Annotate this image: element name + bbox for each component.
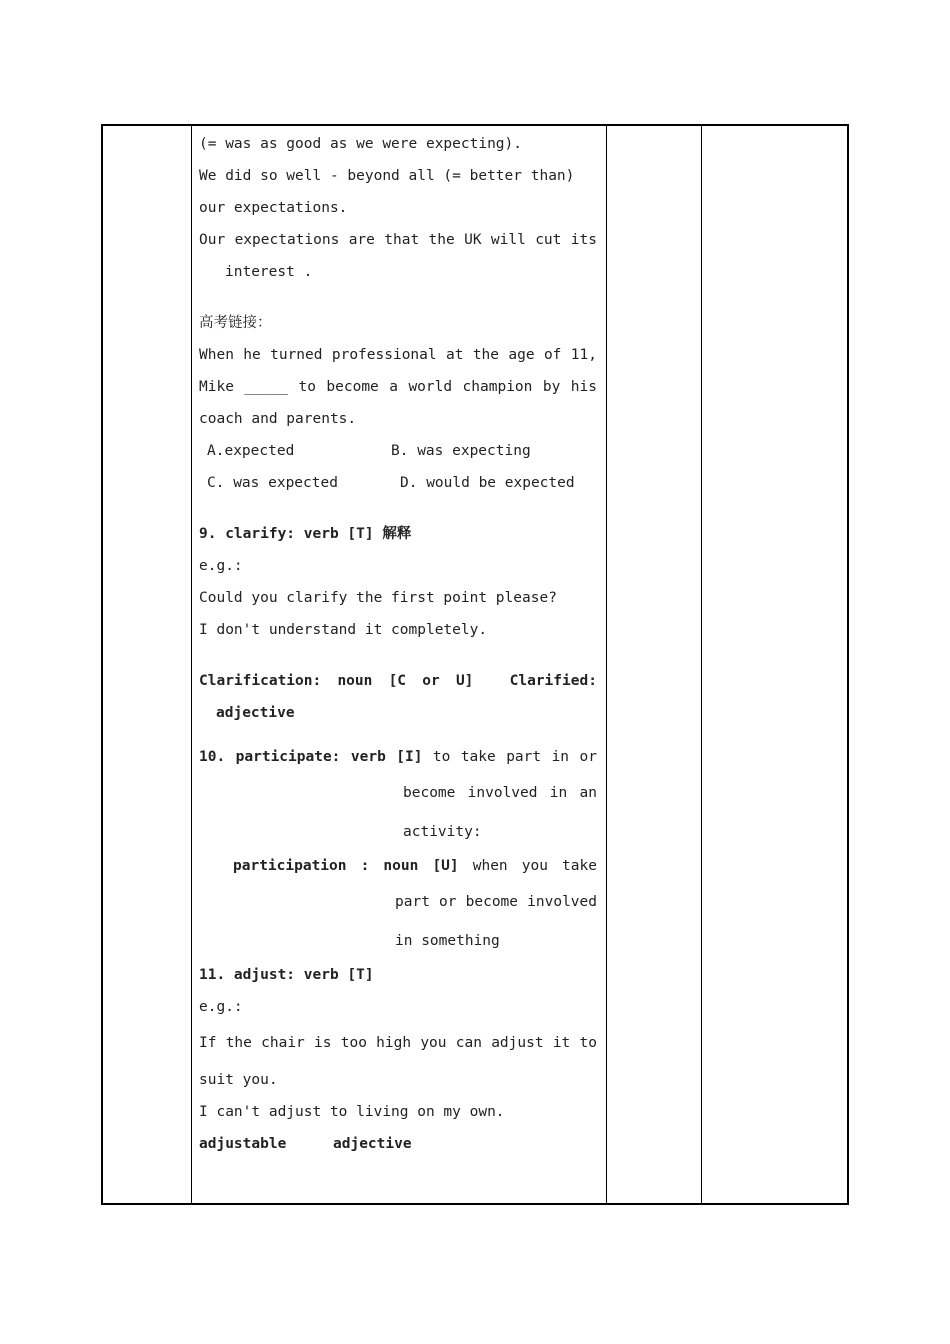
word-forms-line: Clarification: noun [C or U] Clarified: <box>199 673 597 689</box>
definition-line: activity: <box>403 824 482 840</box>
text-line: e.g.: <box>199 558 243 574</box>
column-divider-3 <box>701 126 702 1203</box>
example-line: suit you. <box>199 1072 278 1088</box>
text-line: our expectations. <box>199 200 348 216</box>
vocab-heading-clarify: 9. clarify: verb [T] 解释 <box>199 526 412 542</box>
example-line: Could you clarify the first point please? <box>199 590 557 606</box>
option-b: B. was expecting <box>391 443 531 459</box>
word-forms-line: adjustable adjective <box>199 1136 412 1152</box>
option-c: C. was expected <box>207 475 338 491</box>
option-a: A.expected <box>207 443 295 459</box>
definition-line: become involved in an <box>403 785 597 801</box>
definition-line: part or become involved <box>395 894 597 910</box>
definition-line: in something <box>395 933 500 949</box>
option-d: D. would be expected <box>400 475 575 491</box>
text-line: (= was as good as we were expecting). <box>199 136 523 152</box>
options-row <box>199 435 597 467</box>
example-line: I don't understand it completely. <box>199 622 488 638</box>
text-line: e.g.: <box>199 999 243 1015</box>
text-line: interest . <box>225 264 313 280</box>
example-line: If the chair is too high you can adjust it to <box>199 1035 597 1051</box>
text-line: Our expectations are that the UK will cut its <box>199 232 597 248</box>
notes-column <box>199 128 597 1160</box>
section-heading: 高考链接： <box>199 315 272 331</box>
options-row <box>199 467 597 499</box>
word-forms-line: participation : noun [U] when you take <box>233 858 597 874</box>
vocab-heading-participate: 10. participate: verb [I] to take part in or <box>199 749 597 765</box>
column-divider-2 <box>606 126 607 1203</box>
word-forms-line: adjective <box>216 705 295 721</box>
text-line: We did so well - beyond all (= better than) <box>199 168 575 184</box>
question-line: coach and parents. <box>199 411 357 427</box>
column-divider-1 <box>191 126 192 1203</box>
vocab-heading-adjust: 11. adjust: verb [T] <box>199 967 374 983</box>
example-line: I can't adjust to living on my own. <box>199 1104 505 1120</box>
question-line: Mike _____ to become a world champion by his <box>199 379 597 395</box>
question-line: When he turned professional at the age of 11, <box>199 347 597 363</box>
